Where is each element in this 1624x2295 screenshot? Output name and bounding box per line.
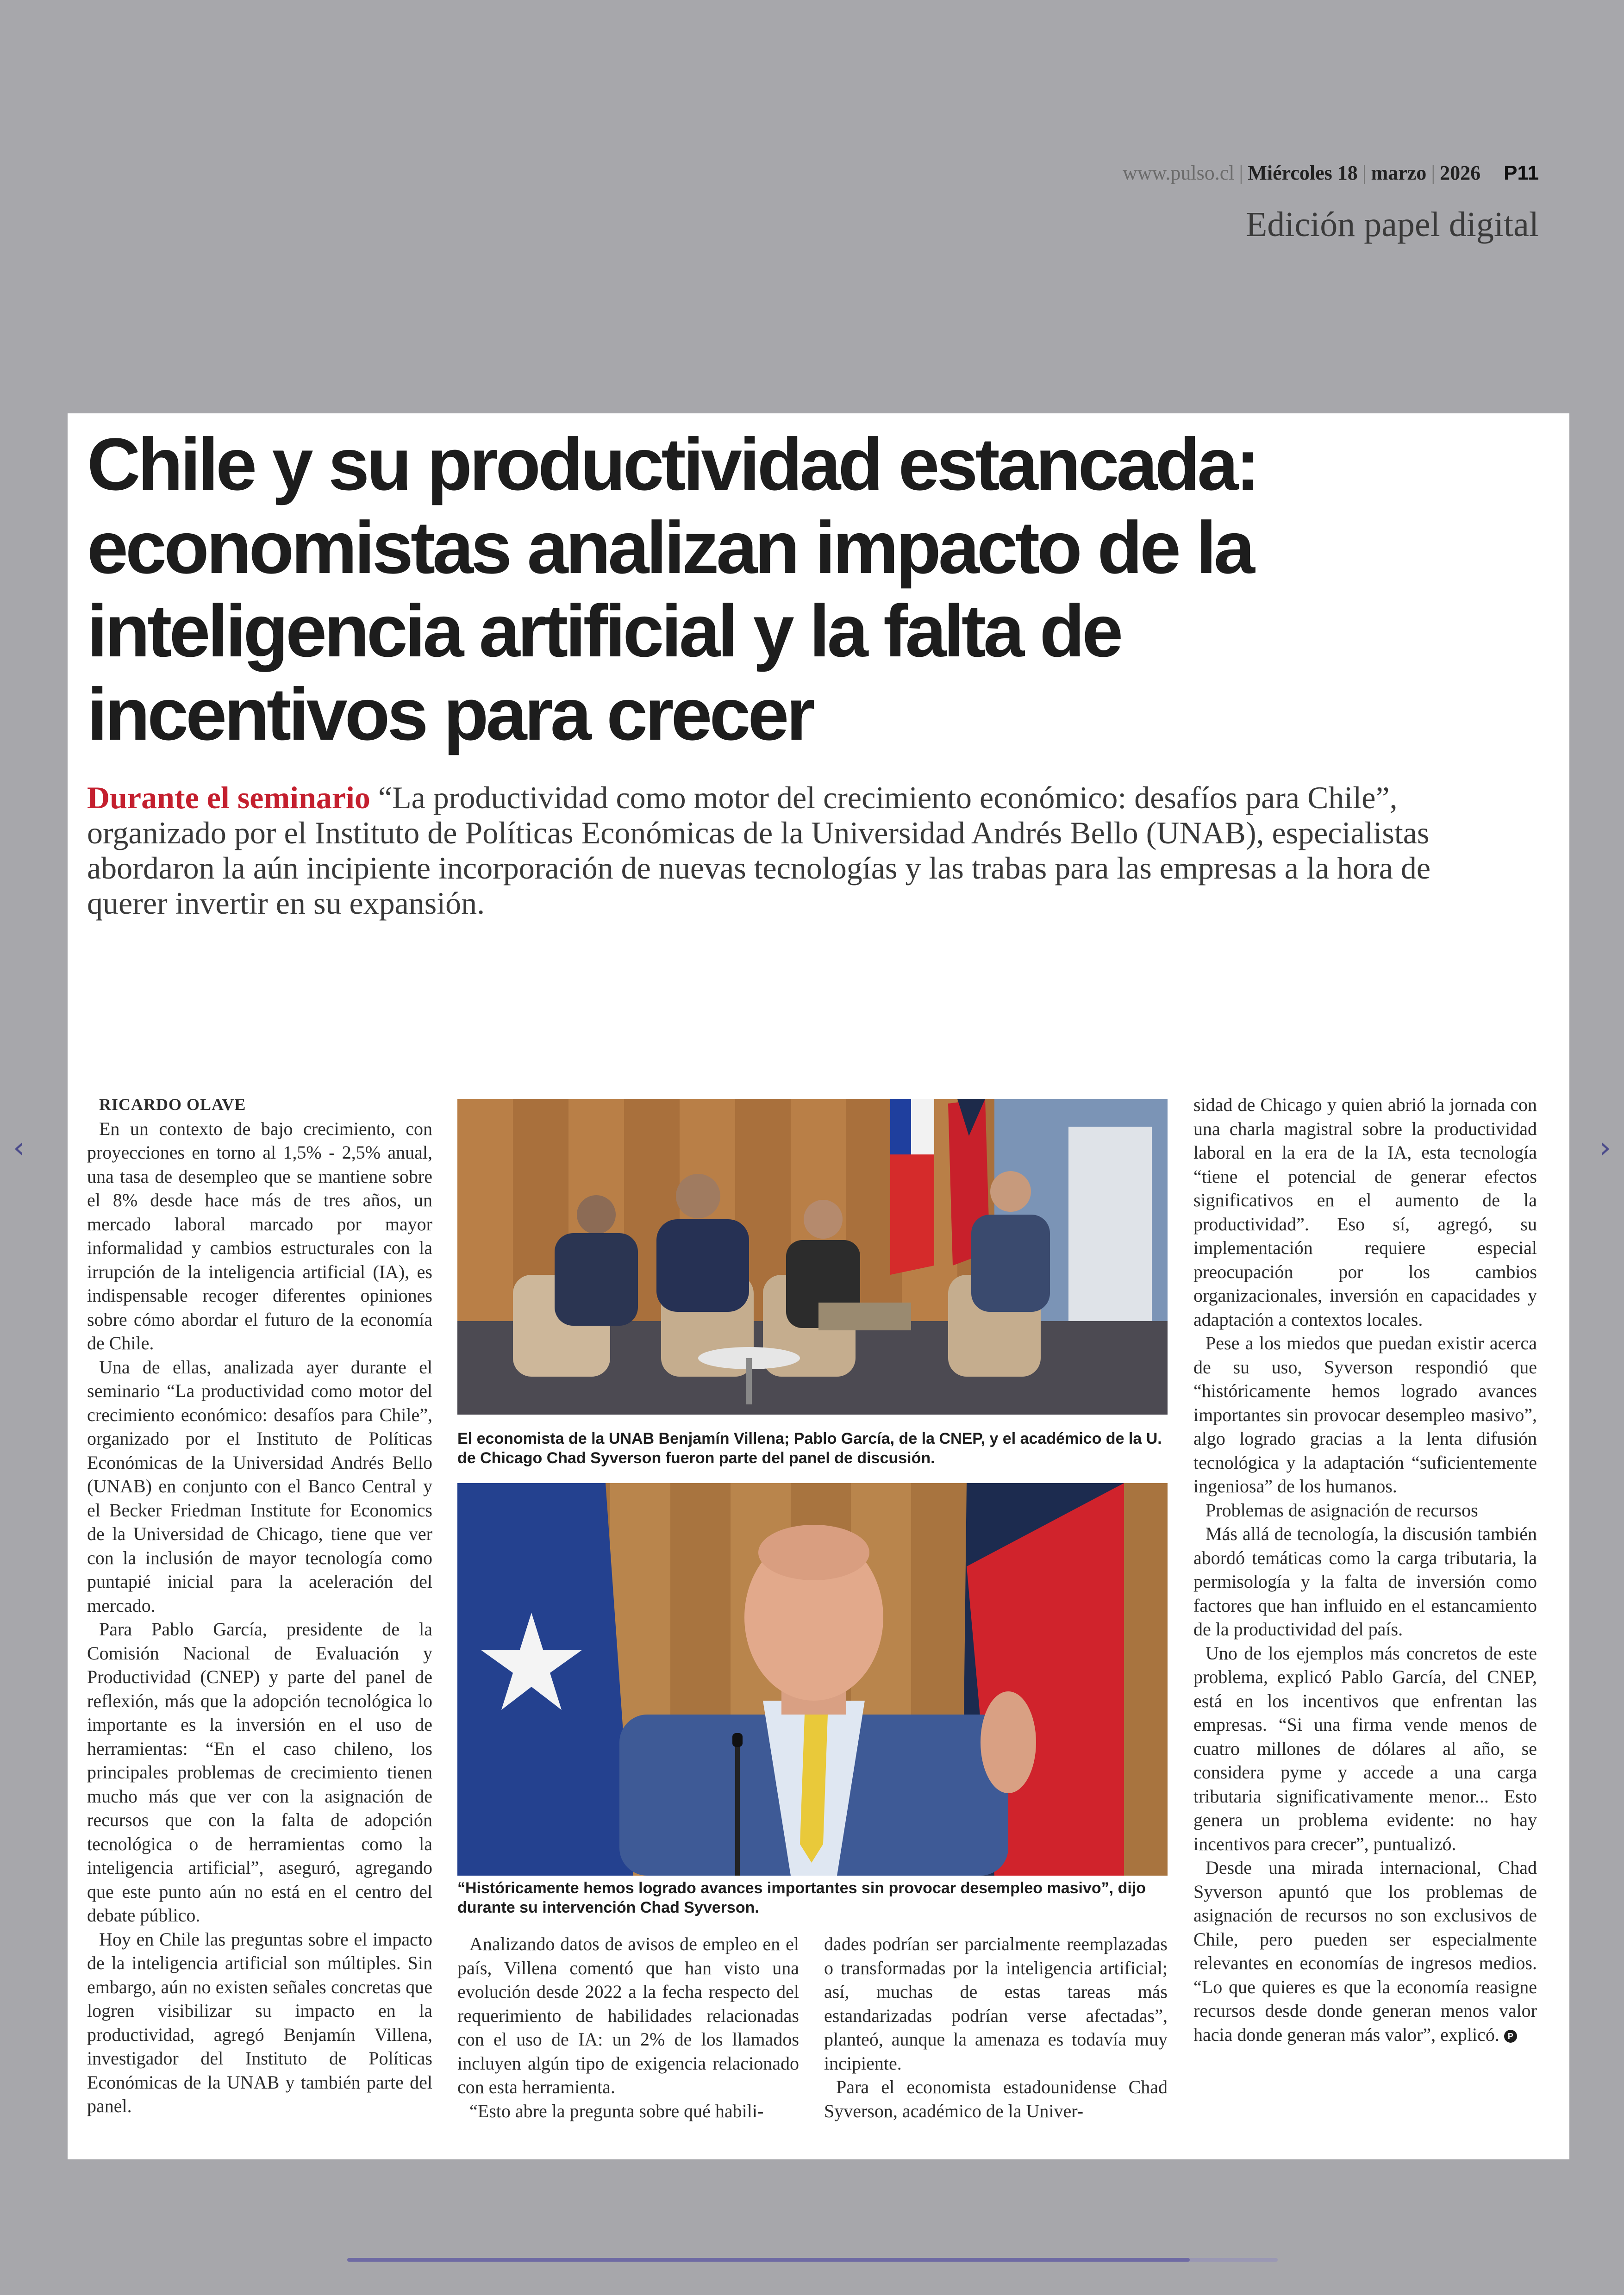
article-column-3 — [824, 1932, 1168, 2123]
paragraph — [1193, 1856, 1537, 2046]
site-url[interactable]: www.pulso.cl — [1122, 162, 1235, 184]
page-number: P11 — [1504, 162, 1539, 184]
panel-discussion-photo — [457, 1099, 1168, 1415]
paragraph: Uno de los ejemplos más concretos de este problema, explicó Pablo García, del CNEP, está en los incentivos que enfrentan las empresas. “Si una firma vende menos de cuatro millones de dólares al año, se considera pyme y accede a una carga tributaria significativamente menor... Esto genera un problema evidente: no hay incentivos para crecer”, puntualizó. — [1193, 1642, 1537, 1854]
horizontal-scrollbar[interactable] — [347, 2258, 1278, 2262]
scrollbar-thumb[interactable] — [347, 2258, 1190, 2262]
final-paragraph-text: Desde una mirada internacional, Chad Syverson apuntó que los problemas de asignación de recursos no son exclusivos de Chile, pero pueden ser especialmente relevantes en economías de ingresos medios. “Lo que quieres es que la economía reasigne recursos desde donde generan menos valor hacia donde generan más valor”, explicó. — [1193, 1857, 1537, 2045]
edition-label: Edición papel digital — [1245, 205, 1539, 244]
article-column-2 — [457, 1932, 799, 2123]
end-of-article-icon: P — [1504, 2030, 1517, 2043]
article-column-4 — [1193, 1093, 1537, 2046]
subheading: Problemas de asignación de recursos — [1206, 1499, 1478, 1521]
speaker-photo-illustration — [457, 1483, 1168, 1876]
lead-text: “La productividad como motor del crecimiento económico: desafíos para Chile”, organizado por el Instituto de Políticas Económicas de la Universidad Andrés Bello (UNAB), especialistas abordaron la aún incipiente incorporación de nuevas tecnologías y las trabas para las empresas a la hora de querer invertir en su expansión. — [87, 780, 1431, 921]
next-page-arrow-icon[interactable]: › — [1599, 1131, 1611, 1165]
panel-photo-caption: El economista de la UNAB Benjamín Villena; Pablo García, de la CNEP, y el académico de la U. de Chicago Chad Syverson fueron parte del panel de discusión. — [457, 1430, 1162, 1467]
speaker-photo-caption: “Históricamente hemos logrado avances importantes sin provocar desempleo masivo”, dijo durante su intervención Chad Syverson. — [457, 1879, 1146, 1916]
previous-page-arrow-icon[interactable]: ‹ — [13, 1131, 25, 1165]
lead-kicker: Durante el seminario — [87, 780, 370, 815]
paragraph: En un contexto de bajo crecimiento, con proyecciones en torno al 1,5% - 2,5% anual, una tasa de desempleo que se mantiene sobre el 8% desde hace más de tres años, un mercado laboral marcado por mayor informalidad y cambios estructurales con la irrupción de la inteligencia artificial (IA), es indispensable recoger diferentes opiniones sobre cómo abordar el futuro de la economía de Chile. — [87, 1118, 432, 1353]
article-column-1 — [87, 1093, 432, 2118]
newspaper-page — [68, 413, 1569, 2159]
header-day: Miércoles 18 — [1248, 162, 1358, 184]
paragraph: Pese a los miedos que puedan existir acerca de su uso, Syverson respondió que “históricamente hemos logrado avances importantes sin provocar desempleo masivo”, algo logrado gracias a la lenta difusión tecnológica y la adaptación “suficientemente ingeniosa” de los humanos. — [1193, 1333, 1537, 1497]
paragraph: sidad de Chicago y quien abrió la jornada con una charla magistral sobre la productividad laboral en la era de la IA, esta tecnología “tiene el potencial de generar efectos significativos en el aumento de la productividad”. Eso sí, agregó, su implementación requiere especial preocupación por los cambios organizacionales, inversión en capacidades y adaptación a contextos locales. — [1193, 1094, 1537, 1330]
paragraph: Más allá de tecnología, la discusión también abordó temáticas como la carga tributaria, la permisología y la falta de inversión como factores que han influido en el estancamiento de la productividad del país. — [1193, 1523, 1537, 1640]
panel-photo-illustration — [457, 1099, 1168, 1415]
page-header-line: www.pulso.cl | Miércoles 18 | marzo | 2026 P11 — [1122, 162, 1539, 184]
paragraph: Para Pablo García, presidente de la Comisión Nacional de Evaluación y Productividad (CNEP) y parte del panel de reflexión, más que la adopción tecnológica lo importante es la inversión en el uso de herramientas: “En el caso chileno, los principales problemas de crecimiento tienen mucho más que ver con la asignación de recursos que con la falta de adopción tecnológica o de herramientas como la inteligencia artificial”, aseguró, agregando que este punto aún no está en el centro del debate público. — [87, 1619, 432, 1926]
paragraph: Analizando datos de avisos de empleo en el país, Villena comentó que han visto una evolución desde 2022 a la fecha respecto del requerimiento de habilidades relacionadas con el uso de IA: un 2% de los llamados incluyen algún tipo de exigencia relacionado con esta herramienta. — [457, 1933, 799, 2097]
paragraph: Hoy en Chile las preguntas sobre el impacto de la inteligencia artificial son múltiples. Sin embargo, aún no existen señales concretas que logren visibilizar su impacto en la productividad, agregó Benjamín Villena, investigador del Instituto de Políticas Económicas de la UNAB y también parte del panel. — [87, 1928, 432, 2116]
header-month: marzo — [1371, 162, 1427, 184]
paragraph: “Esto abre la pregunta sobre qué habili- — [469, 2100, 764, 2121]
byline: RICARDO OLAVE — [99, 1095, 246, 1114]
article-lead — [87, 780, 1453, 921]
speaker-photo — [457, 1483, 1168, 1876]
paragraph: Para el economista estadounidense Chad Syverson, académico de la Univer- — [824, 2077, 1168, 2121]
article-headline: Chile y su productividad estancada: economistas analizan impacto de la inteligencia artificial y la falta de incentivos para crecer — [87, 423, 1258, 755]
paragraph: Una de ellas, analizada ayer durante el seminario “La productividad como motor del crecimiento económico: desafíos para Chile”, organizado por el Instituto de Políticas Económicas de la Universidad Andrés Bello (UNAB) en conjunto con el Banco Central y el Becker Friedman Institute for Economics de la Universidad de Chicago, tiene que ver con la inclusión de mayor tecnología como puntapié inicial para la aceleración del mercado. — [87, 1356, 432, 1616]
paragraph: dades podrían ser parcialmente reemplazadas o transformadas por la inteligencia artificial; así, muchas de estas tareas más estandarizadas podrían verse afectadas”, planteó, aunque la amenaza es todavía muy incipiente. — [824, 1933, 1168, 2074]
header-year: 2026 — [1440, 162, 1481, 184]
